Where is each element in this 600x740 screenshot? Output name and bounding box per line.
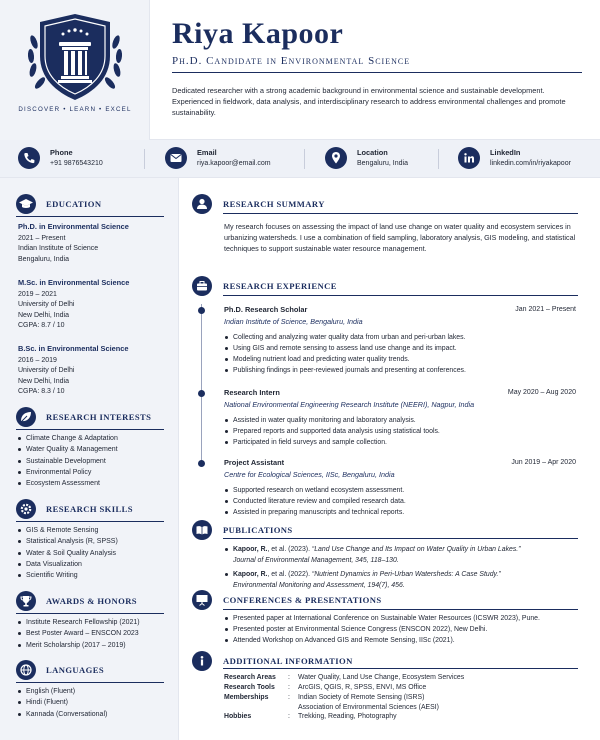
briefcase-icon <box>192 276 212 296</box>
publication-journal: Journal of Environmental Management, 345, 118–130. <box>233 557 399 565</box>
section-divider <box>16 613 164 614</box>
linkedin-icon <box>458 147 480 169</box>
publication-title: “Land Use Change and Its Impact on Water Quality in Urban Lakes.” <box>311 546 521 553</box>
list-item: Supported research on wetland ecosystem assessment. <box>224 485 576 496</box>
publication-item <box>224 544 576 566</box>
list-item: Assisted in water quality monitoring and laboratory analysis. <box>224 415 576 426</box>
list-item: Scientific Writing <box>18 570 178 581</box>
section-divider <box>16 521 164 522</box>
job-organization: Centre for Ecological Sciences, IISc, Bengaluru, India <box>224 469 395 479</box>
info-colon: : <box>288 713 290 720</box>
info-key: Research Tools <box>224 684 275 691</box>
list-item: Water Quality & Management <box>18 444 178 455</box>
presentation-board-icon <box>192 590 212 610</box>
publication-item <box>224 569 576 591</box>
languages-list <box>18 686 178 720</box>
list-item: Attended Workshop on Advanced GIS and Remote Sensing, IISc (2021). <box>224 635 576 646</box>
conferences-list <box>224 613 576 646</box>
contact-email-value: riya.kapoor@email.com <box>197 160 271 167</box>
languages-title: LANGUAGES <box>46 665 105 675</box>
contact-email-label: Email <box>197 148 217 157</box>
info-key: Memberships <box>224 694 269 701</box>
section-divider <box>223 213 578 214</box>
additional-info-table <box>224 673 576 722</box>
section-divider <box>16 429 164 430</box>
publications-title: PUBLICATIONS <box>223 525 293 535</box>
research-interests-list <box>18 433 178 490</box>
user-icon <box>192 194 212 214</box>
experience-item <box>224 388 576 448</box>
info-value-line: Association of Environmental Sciences (AESI) <box>298 704 439 711</box>
research-summary-text: My research focuses on assessing the impact of land use change on water quality and ecosystem services in urbanizing watersheds. I use a combination of field sampling, laboratory analysis, GIS modeling, and statistical techniques to support sustainable water resource management. <box>224 222 576 254</box>
info-row <box>224 712 576 722</box>
contact-phone-label: Phone <box>50 148 73 157</box>
email-icon <box>165 147 187 169</box>
education-item <box>18 277 129 332</box>
education-degree: B.Sc. in Environmental Science <box>18 344 129 353</box>
list-item: Collecting and analyzing water quality data from urban and peri-urban lakes. <box>224 332 576 343</box>
list-item: Prepared reports and supported data analysis using statistical tools. <box>224 426 576 437</box>
publication-author: Kapoor, R. <box>233 571 268 579</box>
list-item: Using GIS and remote sensing to assess land use change and its impact. <box>224 343 576 354</box>
job-bullets <box>224 485 576 519</box>
education-item <box>18 343 128 398</box>
list-item: Kannada (Conversational) <box>18 709 178 720</box>
publication-year: , et al. (2022). <box>267 571 312 579</box>
job-organization: Indian Institute of Science, Bengaluru, India <box>224 316 363 326</box>
job-date: May 2020 – Aug 2020 <box>507 389 576 396</box>
info-value: Trekking, Reading, Photography <box>298 713 397 720</box>
trophy-icon <box>16 591 36 611</box>
education-place: Bengaluru, India <box>18 255 69 263</box>
info-colon: : <box>288 684 290 691</box>
info-value: Water Quality, Land Use Change, Ecosystem Services <box>298 674 465 681</box>
list-item: Merit Scholarship (2017 – 2019) <box>18 640 178 651</box>
education-cgpa: CGPA: 8.7 / 10 <box>18 322 65 329</box>
info-key: Research Areas <box>224 674 276 681</box>
education-degree: Ph.D. in Environmental Science <box>18 222 129 231</box>
resume-header <box>0 0 600 140</box>
education-degree: M.Sc. in Environmental Science <box>18 278 130 287</box>
list-item: Statistical Analysis (R, SPSS) <box>18 536 178 547</box>
section-divider <box>223 609 578 610</box>
section-divider <box>223 295 578 296</box>
list-item: Ecosystem Assessment <box>18 478 178 489</box>
contact-linkedin-value: linkedin.com/in/riyakapoor <box>490 160 571 167</box>
education-cgpa: CGPA: 8.3 / 10 <box>18 388 65 395</box>
header-divider <box>172 72 582 73</box>
list-item: Presented paper at International Conference on Sustainable Water Resources (ICSWR 2023), Pune. <box>224 613 576 624</box>
phone-icon <box>18 147 40 169</box>
info-row <box>224 673 576 683</box>
book-icon <box>192 520 212 540</box>
timeline-dot <box>198 460 205 467</box>
section-divider <box>223 668 578 669</box>
research-experience-title: RESEARCH EXPERIENCE <box>223 281 337 291</box>
experience-item <box>224 305 576 376</box>
conferences-title: CONFERENCES & PRESENTATIONS <box>223 595 382 605</box>
education-years: 2019 – 2021 <box>18 290 57 298</box>
list-item: GIS & Remote Sensing <box>18 525 178 536</box>
timeline-dot <box>198 390 205 397</box>
education-years: 2016 – 2019 <box>18 356 57 364</box>
info-colon: : <box>288 694 290 701</box>
info-row <box>224 683 576 693</box>
section-divider <box>223 538 578 539</box>
contact-location-value: Bengaluru, India <box>357 160 408 167</box>
education-school: Indian Institute of Science <box>18 245 99 252</box>
list-item: Modeling nutrient load and predicting water quality trends. <box>224 354 576 365</box>
job-date: Jan 2021 – Present <box>515 306 576 313</box>
candidate-subtitle: Ph.D. Candidate in Environmental Science <box>172 55 411 67</box>
publication-journal: Environmental Monitoring and Assessment, 194(7), 456. <box>233 582 405 590</box>
experience-timeline <box>201 304 202 466</box>
awards-title: AWARDS & HONORS <box>46 596 137 606</box>
info-value <box>298 693 439 713</box>
list-item: Best Poster Award – ENSCON 2023 <box>18 628 178 639</box>
contact-linkedin-label: LinkedIn <box>490 148 521 157</box>
research-skills-list <box>18 525 178 582</box>
list-item: Hindi (Fluent) <box>18 697 178 708</box>
list-item: Publishing findings in peer-reviewed journals and presenting at conferences. <box>224 365 576 376</box>
contact-divider <box>144 149 145 169</box>
research-interests-title: RESEARCH INTERESTS <box>46 412 152 422</box>
intro-paragraph: Dedicated researcher with a strong academic background in environmental science and sustainable development. Experienced in fieldwork, data analysis, and interdisciplinary research to address environmental challenges and promote sustainability. <box>172 86 566 118</box>
timeline-dot <box>198 307 205 314</box>
job-title: Ph.D. Research Scholar <box>224 305 308 314</box>
info-row <box>224 693 576 712</box>
contact-bar <box>0 140 600 178</box>
education-school: University of Delhi <box>18 301 75 308</box>
education-place: New Delhi, India <box>18 311 69 319</box>
logo-tagline: DISCOVER • LEARN • EXCEL <box>18 106 132 113</box>
info-value-line: Indian Society of Remote Sensing (ISRS) <box>298 694 425 701</box>
education-item <box>18 221 129 265</box>
job-title: Research Intern <box>224 388 280 397</box>
awards-list <box>18 617 178 651</box>
contact-divider <box>304 149 305 169</box>
settings-gear-icon <box>16 499 36 519</box>
info-colon: : <box>288 674 290 681</box>
section-divider <box>16 682 164 683</box>
publications-list <box>224 544 576 594</box>
additional-info-title: ADDITIONAL INFORMATION <box>223 656 353 666</box>
contact-location-label: Location <box>357 148 388 157</box>
list-item: Water & Soil Quality Analysis <box>18 548 178 559</box>
list-item: Environmental Policy <box>18 467 178 478</box>
university-crest-logo <box>22 12 128 104</box>
list-item: Presented poster at Environmental Science Congress (ENSCON 2022), New Delhi. <box>224 624 576 635</box>
research-summary-title: RESEARCH SUMMARY <box>223 199 325 209</box>
job-bullets <box>224 332 576 377</box>
list-item: Participated in field surveys and sample collection. <box>224 437 576 448</box>
list-item: Assisted in preparing manuscripts and technical reports. <box>224 507 576 518</box>
list-item: Climate Change & Adaptation <box>18 433 178 444</box>
publication-year: , et al. (2023). <box>267 546 312 553</box>
list-item: Data Visualization <box>18 559 178 570</box>
job-title: Project Assistant <box>224 458 285 467</box>
education-title: EDUCATION <box>46 199 102 209</box>
research-skills-title: RESEARCH SKILLS <box>46 504 133 514</box>
logo-panel <box>0 0 150 140</box>
experience-item <box>224 458 576 518</box>
job-organization: National Environmental Engineering Research Institute (NEERI), Nagpur, India <box>224 399 475 409</box>
publication-author: Kapoor, R. <box>233 546 268 553</box>
contact-phone-value: +91 9876543210 <box>50 160 103 167</box>
location-icon <box>325 147 347 169</box>
education-years: 2021 – Present <box>18 234 66 242</box>
education-school: University of Delhi <box>18 367 75 374</box>
globe-icon <box>16 660 36 680</box>
list-item: Conducted literature review and compiled research data. <box>224 496 576 507</box>
contact-divider <box>438 149 439 169</box>
info-icon <box>192 651 212 671</box>
leaf-icon <box>16 407 36 427</box>
list-item: Sustainable Development <box>18 456 178 467</box>
education-place: New Delhi, India <box>18 377 69 385</box>
info-key: Hobbies <box>224 713 252 720</box>
graduation-cap-icon <box>16 194 36 214</box>
list-item: English (Fluent) <box>18 686 178 697</box>
list-item: Institute Research Fellowship (2021) <box>18 617 178 628</box>
job-bullets <box>224 415 576 449</box>
job-date: Jun 2019 – Apr 2020 <box>511 459 576 466</box>
info-value: ArcGIS, QGIS, R, SPSS, ENVI, MS Office <box>298 684 427 691</box>
publication-title: “Nutrient Dynamics in Peri-Urban Watersheds: A Case Study.” <box>311 571 501 579</box>
candidate-name: Riya Kapoor <box>172 17 344 50</box>
section-divider <box>16 216 164 217</box>
